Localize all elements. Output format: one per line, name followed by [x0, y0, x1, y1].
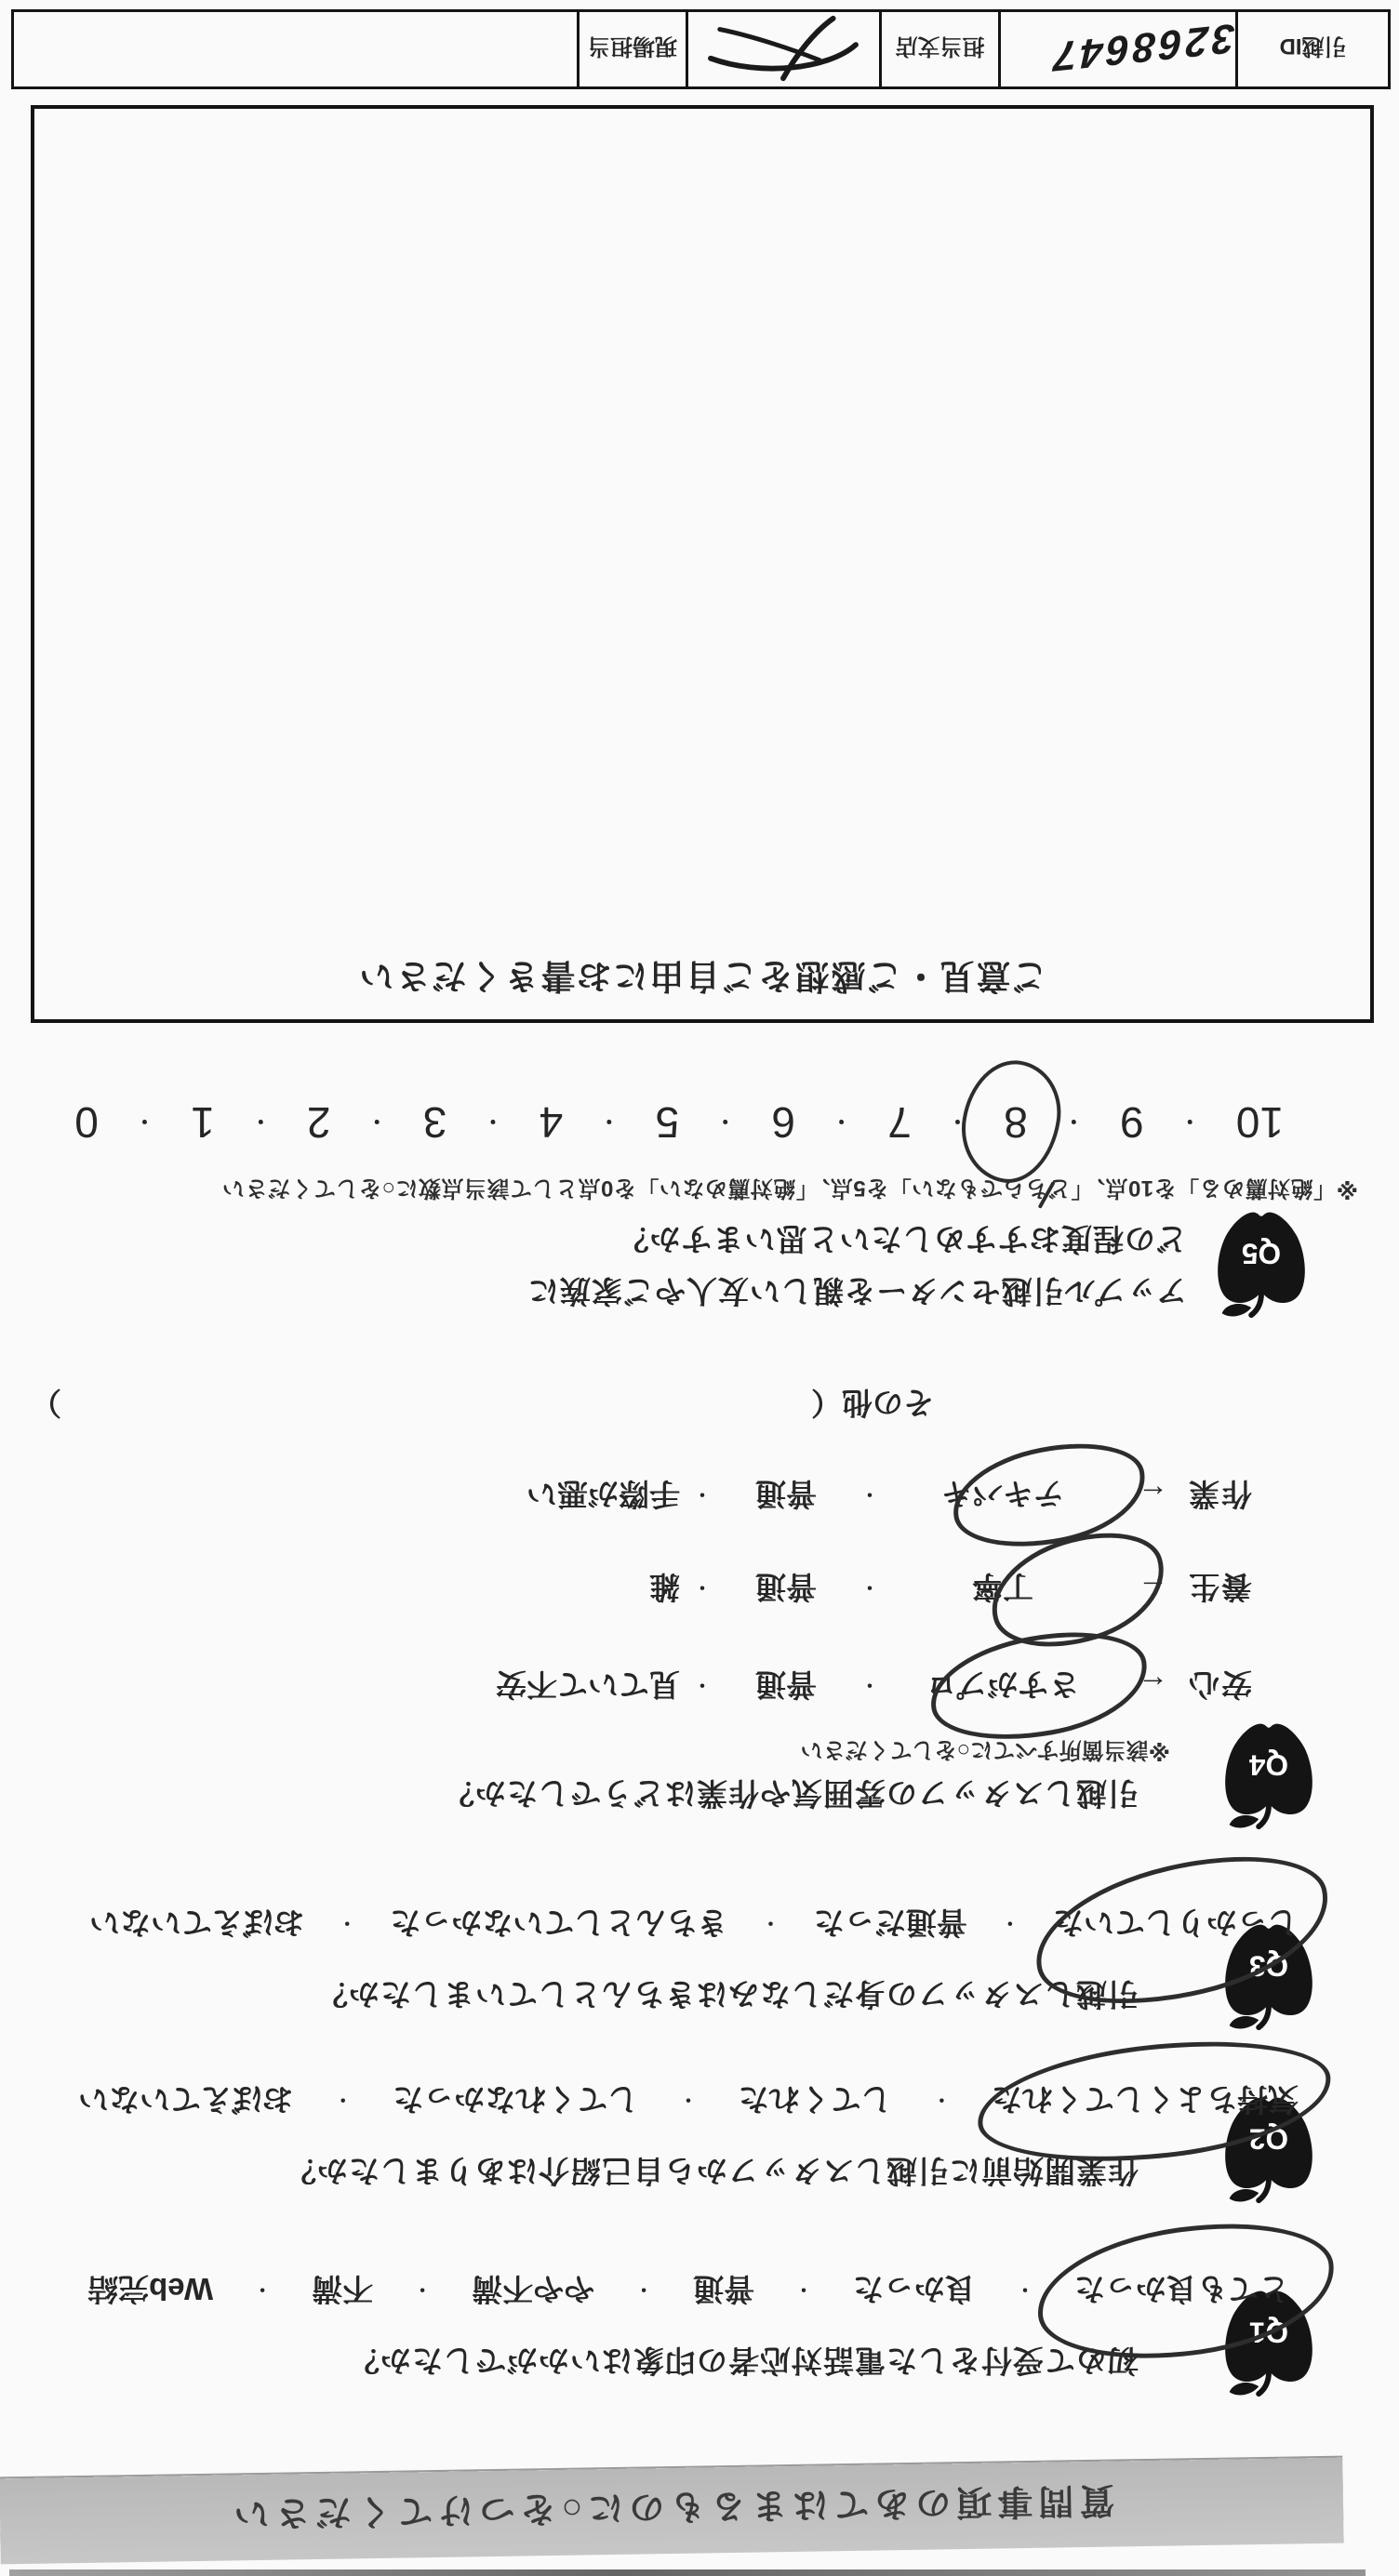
move-id-label: 引越ID — [1235, 12, 1388, 86]
option-label: テキパキ — [892, 1474, 1113, 1518]
dot-separator: ・ — [693, 1674, 712, 1694]
dot-separator: ・ — [253, 2278, 273, 2299]
option-label: 良かった — [853, 2272, 977, 2306]
dot-separator: ・ — [598, 1109, 620, 1134]
scale-number: 3 — [422, 1098, 447, 1147]
option-label: してくれた — [738, 2082, 892, 2117]
left-arrow-icon: ← — [1138, 1669, 1168, 1705]
q4-question-text: 引越しスタッフの雰囲気や作業はどうでしたか？ — [443, 1776, 1139, 1811]
option-label: 普通 — [755, 1667, 817, 1702]
q5-badge-apple-icon — [1209, 1205, 1313, 1322]
dot-separator: ・ — [831, 1109, 852, 1134]
option-label: 見ていて不安 — [496, 1667, 680, 1702]
option-label: 気持ちよくしてくれた — [992, 2079, 1299, 2123]
q4-row-options — [649, 1567, 1113, 1611]
dot-separator: ・ — [761, 1912, 780, 1932]
instruction-banner — [0, 2458, 1344, 2565]
option-label: 普通 — [755, 1570, 817, 1604]
q4-row-yojo — [649, 1567, 1252, 1611]
dot-separator: ・ — [794, 2278, 814, 2299]
scan-edge-shadow — [9, 2569, 1366, 2576]
q5-note-text: ※「絶対薦める」を10点、「どちらでもない」を5点、「絶対薦めない」を0点として該当点数に○をしてください — [221, 1175, 1358, 1201]
dot-separator: ・ — [634, 2278, 654, 2299]
scale-number: 2 — [306, 1098, 331, 1147]
scale-number: 4 — [539, 1098, 564, 1147]
q3-question-text: 引越しスタッフの身だしなみはきちんとしていましたか？ — [316, 1977, 1139, 2012]
dot-separator: ・ — [1063, 1109, 1085, 1134]
q4-row-label: 作業 — [1187, 1477, 1252, 1511]
handwritten-signature — [696, 13, 873, 86]
scale-number: 1 — [191, 1098, 215, 1147]
handdrawn-circle-annotation — [922, 1617, 1155, 1754]
option-label: 手際が悪い — [526, 1477, 680, 1511]
q5-question-line2: どの程度おすすめしたいと思いますか？ — [617, 1222, 1187, 1256]
option-label: 普通 — [755, 1477, 817, 1511]
option-label: 雑 — [649, 1570, 680, 1604]
q2-question-text: 作業開始前に引越しスタッフから自己紹介はありましたか？ — [285, 2154, 1139, 2188]
dot-separator: ・ — [932, 2089, 952, 2109]
dot-separator: ・ — [1000, 1912, 1019, 1932]
option-label: さすがプロ — [892, 1665, 1113, 1708]
comment-box-title: ご意見・ご感想をご自由にお書きください — [357, 957, 1047, 995]
dot-separator: ・ — [860, 1483, 879, 1504]
svg-text:Q2: Q2 — [1248, 2122, 1289, 2157]
instruction-banner-text: 質問事項のあてはまるものに○をつけてください — [228, 2480, 1115, 2533]
dot-separator: ・ — [338, 1912, 357, 1932]
dot-separator: ・ — [947, 1109, 968, 1134]
q5-question-line1: アップル引越センターを親しい友人やご家族に — [526, 1274, 1187, 1308]
dot-separator: ・ — [333, 2089, 353, 2109]
dot-separator: ・ — [413, 2278, 433, 2299]
option-label: きちんとしていなかった — [390, 1905, 728, 1940]
dot-separator: ・ — [693, 1576, 712, 1597]
q4-other-open: その他（ — [811, 1386, 934, 1420]
dot-separator: ・ — [860, 1576, 879, 1597]
dot-separator: ・ — [1179, 1109, 1201, 1134]
svg-text:Q4: Q4 — [1248, 1748, 1289, 1783]
dot-separator: ・ — [134, 1109, 155, 1134]
q4-row-label: 安心 — [1187, 1667, 1252, 1702]
option-label: おぼえていない — [89, 1905, 305, 1940]
q4-row-anshin — [496, 1665, 1252, 1708]
q4-row-sagyo — [526, 1474, 1252, 1518]
dot-separator: ・ — [483, 1109, 504, 1134]
option-label: してくれなかった — [393, 2082, 639, 2117]
dot-separator: ・ — [714, 1109, 736, 1134]
svg-text:Q1: Q1 — [1248, 2316, 1289, 2350]
scale-number: 5 — [655, 1098, 680, 1147]
dot-separator: ・ — [860, 1674, 879, 1694]
dot-separator: ・ — [693, 1483, 712, 1504]
comment-box — [31, 105, 1374, 1023]
scale-number: 7 — [887, 1098, 912, 1147]
handdrawn-circle-annotation — [944, 1429, 1154, 1561]
left-arrow-icon: ← — [1138, 1572, 1168, 1607]
q4-row-label: 養生 — [1187, 1570, 1252, 1604]
dot-separator: ・ — [250, 1109, 272, 1134]
staff-footer-table — [11, 9, 1391, 89]
site-staff-label: 現場担当 — [577, 12, 686, 86]
option-label: しっかりしていた — [1053, 1903, 1299, 1946]
q1-options-row — [87, 2269, 1289, 2313]
q4-row-options — [526, 1474, 1113, 1518]
option-label: 普通だった — [813, 1905, 967, 1940]
branch-label: 担当支店 — [879, 12, 998, 86]
q1-question-text: 初めて受付をした電話対応者の印象はいかがでしたか？ — [348, 2344, 1139, 2378]
q4-other-close: ） — [31, 1386, 61, 1420]
option-label: 丁寧 — [892, 1567, 1113, 1611]
left-arrow-icon: ← — [1138, 1479, 1168, 1514]
scale-number: 10 — [1235, 1098, 1284, 1147]
q2-options-row — [78, 2079, 1299, 2123]
scale-number: 0 — [74, 1098, 99, 1147]
scale-number: 8 — [1004, 1097, 1028, 1148]
dot-separator: ・ — [1016, 2278, 1035, 2299]
handdrawn-circle-annotation — [953, 1054, 1068, 1190]
dot-separator: ・ — [679, 2089, 699, 2109]
svg-text:Q3: Q3 — [1248, 1949, 1289, 1984]
q4-badge-apple-icon — [1217, 1717, 1321, 1834]
option-label: 普通 — [693, 2272, 755, 2306]
q3-options-row — [89, 1903, 1299, 1946]
option-label: Web完結 — [87, 2272, 214, 2306]
scale-number: 9 — [1119, 1098, 1144, 1147]
branch-signature-cell — [686, 12, 879, 86]
scale-number: 6 — [771, 1098, 795, 1147]
option-label: 不満 — [312, 2272, 374, 2306]
dot-separator: ・ — [366, 1109, 388, 1134]
site-staff-empty-cell — [14, 12, 577, 86]
move-id-handwritten-value: 3268647 — [1049, 14, 1236, 80]
q4-row-options — [496, 1665, 1113, 1708]
option-label: おぼえていない — [78, 2082, 294, 2117]
q5-score-scale — [74, 1097, 1284, 1148]
option-label: やや不満 — [472, 2272, 595, 2306]
option-label: とても良かった — [1074, 2269, 1289, 2313]
move-id-value-cell — [998, 12, 1235, 86]
svg-text:Q5: Q5 — [1241, 1237, 1282, 1271]
q4-note-text: ※該当箇所すべてに○をしてください — [800, 1737, 1170, 1762]
